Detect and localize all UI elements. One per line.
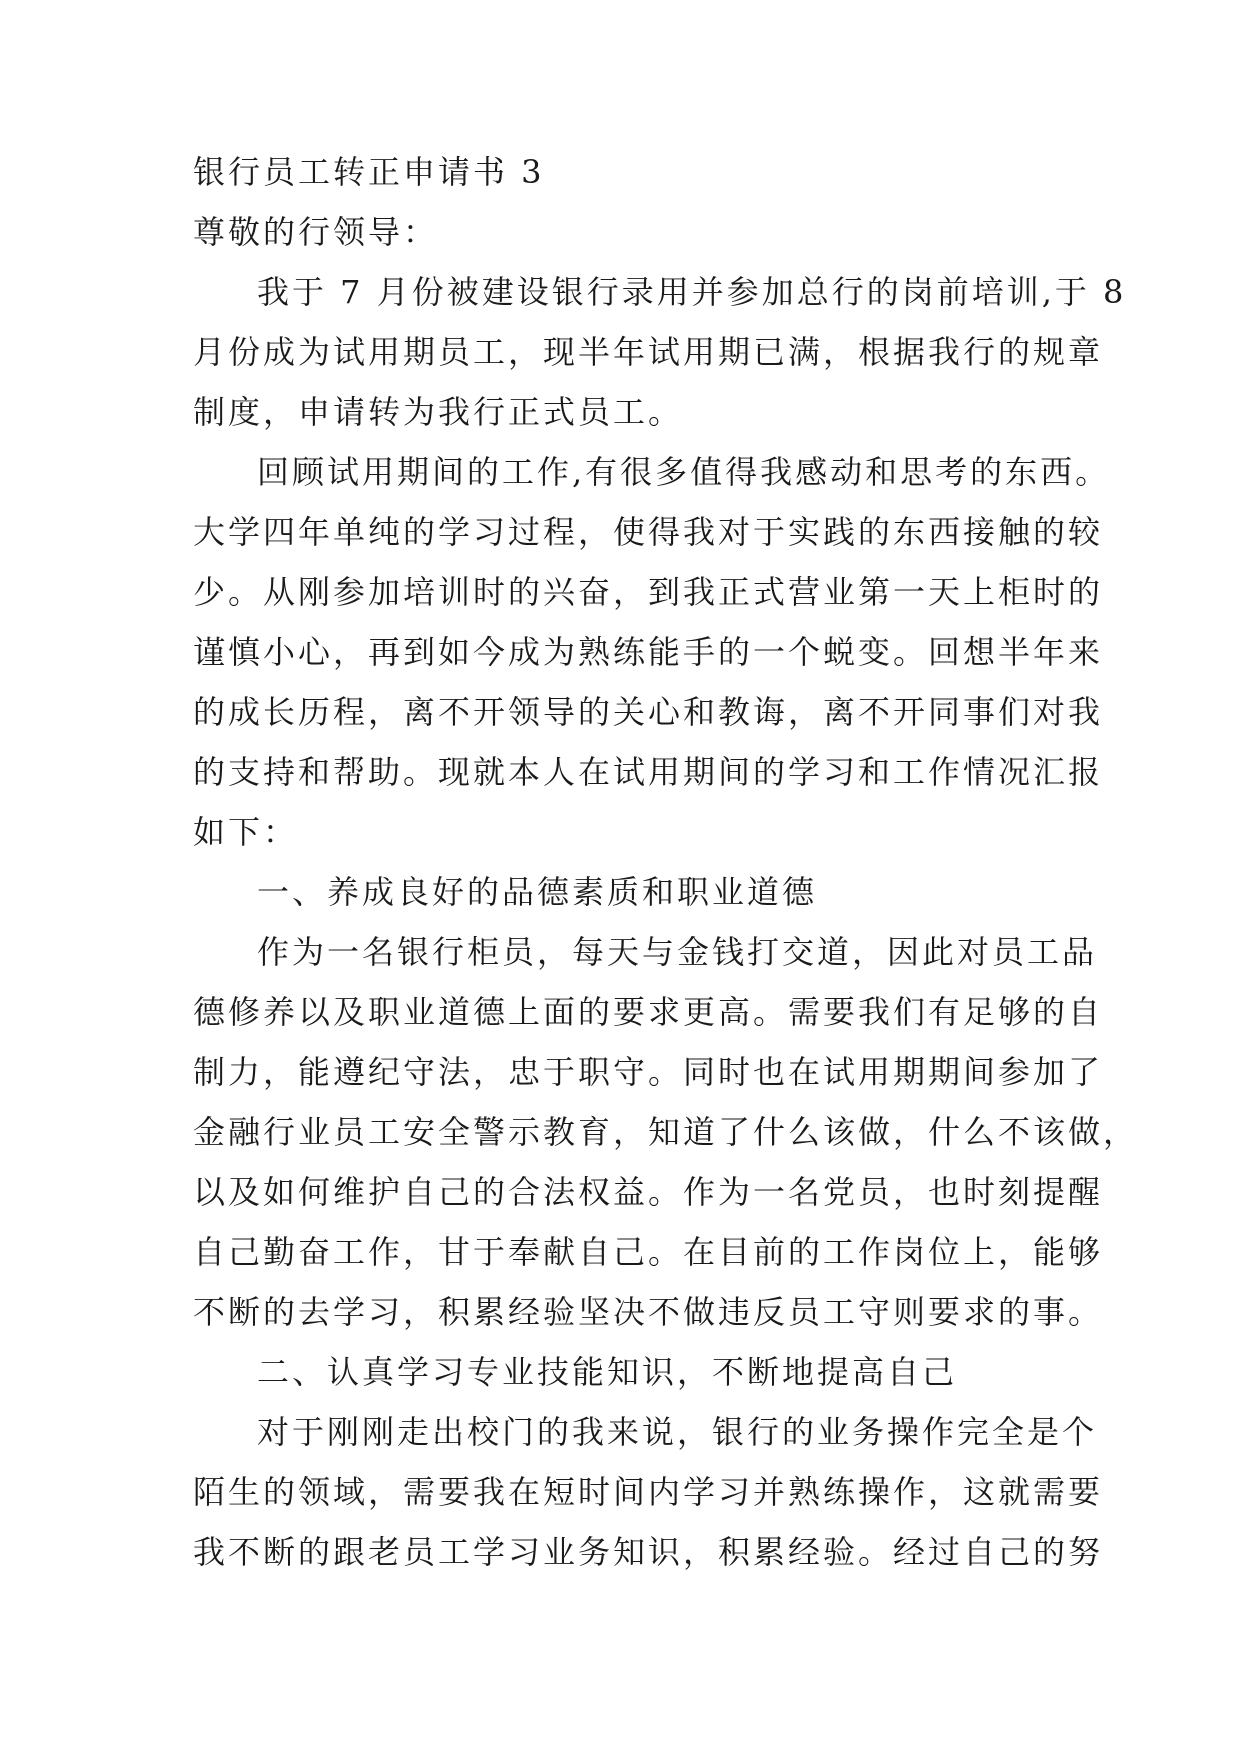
- text-line: 自己勤奋工作，甘于奉献自己。在目前的工作岗位上，能够: [193, 1233, 1104, 1271]
- text-line: 作为一名银行柜员，每天与金钱打交道，因此对员工品: [257, 933, 1098, 971]
- text-line: 以及如何维护自己的合法权益。作为一名党员，也时刻提醒: [193, 1173, 1104, 1211]
- text-line: 的成长历程，离不开领导的关心和教诲，离不开同事们对我: [193, 693, 1104, 731]
- document-title: 银行员工转正申请书 3: [193, 153, 545, 191]
- text-line: 回顾试用期间的工作,有很多值得我感动和思考的东西。: [257, 453, 1111, 491]
- text-line: 不断的去学习，积累经验坚决不做违反员工守则要求的事。: [193, 1293, 1104, 1331]
- text-line: 大学四年单纯的学习过程，使得我对于实践的东西接触的较: [193, 513, 1104, 551]
- text-line: 对于刚刚走出校门的我来说，银行的业务操作完全是个: [257, 1413, 1098, 1451]
- text-line: 我于 7 月份被建设银行录用并参加总行的岗前培训,于 8: [257, 273, 1127, 311]
- section-heading: 一、养成良好的品德素质和职业道德: [257, 873, 818, 911]
- salutation: 尊敬的行领导：: [193, 213, 439, 251]
- text-line: 我不断的跟老员工学习业务知识，积累经验。经过自己的努: [193, 1533, 1104, 1571]
- text-line: 少。从刚参加培训时的兴奋，到我正式营业第一天上柜时的: [193, 573, 1104, 611]
- text-line: 月份成为试用期员工，现半年试用期已满，根据我行的规章: [193, 333, 1104, 371]
- text-line: 德修养以及职业道德上面的要求更高。需要我们有足够的自: [193, 993, 1104, 1031]
- text-line: 如下：: [193, 813, 299, 851]
- text-line: 的支持和帮助。现就本人在试用期间的学习和工作情况汇报: [193, 753, 1104, 791]
- text-line: 陌生的领域，需要我在短时间内学习并熟练操作，这就需要: [193, 1473, 1104, 1511]
- section-heading: 二、认真学习专业技能知识，不断地提高自己: [257, 1353, 958, 1391]
- text-line: 金融行业员工安全警示教育，知道了什么该做，什么不该做，: [193, 1113, 1139, 1151]
- text-line: 制度，申请转为我行正式员工。: [193, 393, 684, 431]
- text-line: 谨慎小心，再到如今成为熟练能手的一个蜕变。回想半年来: [193, 633, 1104, 671]
- text-line: 制力，能遵纪守法，忠于职守。同时也在试用期期间参加了: [193, 1053, 1104, 1091]
